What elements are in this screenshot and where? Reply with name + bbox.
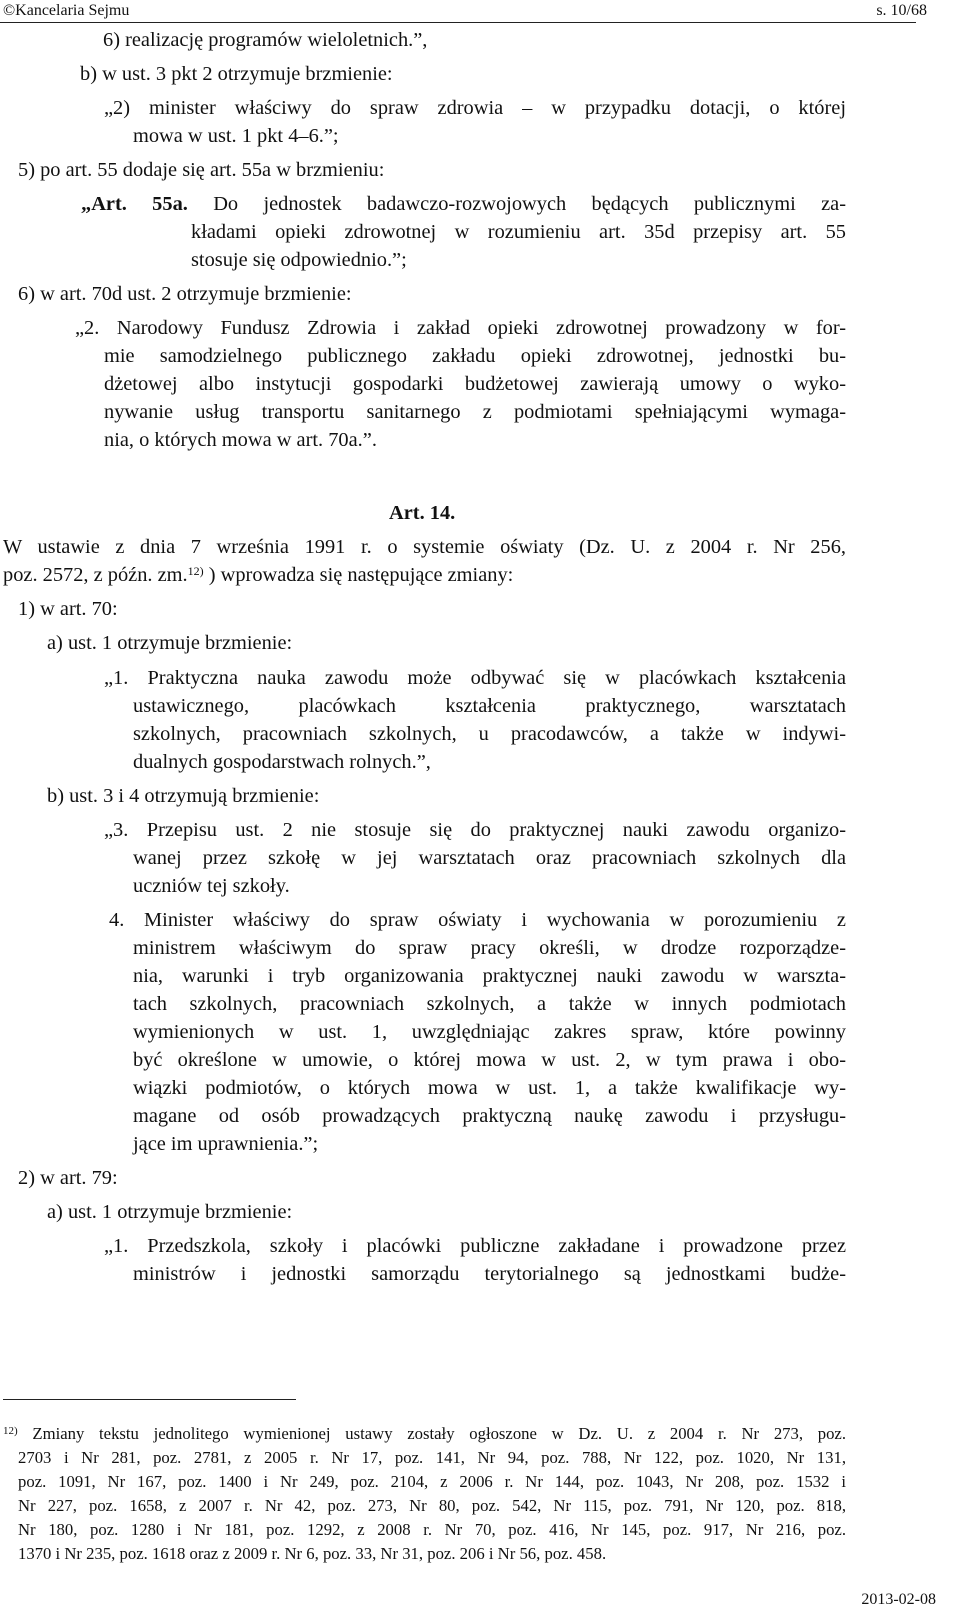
text-line: Minister właściwy do spraw oświaty i wychowania w porozumieniu z (144, 909, 846, 931)
document-date: 2013-02-08 (861, 1591, 936, 1608)
text-line: szkolnych, pracowniach szkolnych, u pracodawców, a także w indywi- (133, 723, 846, 745)
text-line: uczniów tej szkoły. (133, 875, 290, 897)
footnote-line: $^{12)}$ Zmiany tekstu jednolitego wymienionej ustawy zostały ogłoszone w Dz. U. z 2004 r. Nr 273, poz. (3, 1424, 846, 1443)
footnote-line: Nr 180, poz. 1280 i Nr 181, poz. 1292, z 2008 r. Nr 70, poz. 416, Nr 145, poz. 917, Nr 216, poz. (18, 1520, 846, 1539)
article-heading: Art. 14. (389, 502, 456, 524)
paragraph-p4 (109, 906, 846, 934)
text-line: b) ust. 3 i 4 otrzymują brzmienie: (47, 785, 320, 807)
footnote-line: poz. 1091, Nr 167, poz. 1400 i Nr 249, poz. 2104, z 2006 r. Nr 144, poz. 1043, Nr 208, poz. 1532 i (18, 1472, 846, 1491)
text-line: b) w ust. 3 pkt 2 otrzymuje brzmienie: (80, 63, 393, 85)
article-label: „Art. 55a. (81, 193, 188, 215)
publisher-label: ©Kancelaria Sejmu (3, 2, 130, 19)
point-number: „1. (104, 667, 129, 689)
text-line: wiązki podmiotów, o których mowa w ust. 1, a także kwalifikacje wy- (133, 1077, 846, 1099)
text-line: a) ust. 1 otrzymuje brzmienie: (47, 632, 293, 654)
text-line: 6) realizację programów wieloletnich.”, (103, 29, 428, 51)
point-number: „2. (75, 317, 100, 339)
point-number: 4. (109, 909, 125, 931)
page-number: s. 10/68 (876, 2, 927, 19)
text-line: magane od osób prowadzących praktyczną naukę zawodu i przysługu- (133, 1105, 846, 1127)
text-line: 5) po art. 55 dodaje się art. 55a w brzmieniu: (18, 159, 385, 181)
text-line: W ustawie z dnia 7 września 1991 r. o systemie oświaty (Dz. U. z 2004 r. Nr 256, (3, 536, 846, 558)
text-line: stosuje się odpowiednio.”; (191, 249, 407, 271)
text-line: być określone w umowie, o której mowa w ust. 2, w tym prawa i obo- (133, 1049, 846, 1071)
text-line: nia, o których mowa w art. 70a.”. (104, 429, 377, 451)
footnote-marker: 12) (3, 1425, 18, 1437)
text-line: 6) w art. 70d ust. 2 otrzymuje brzmienie: (18, 283, 352, 305)
text-line: dualnych gospodarstwach rolnych.”, (133, 751, 431, 773)
point-number: „1. (104, 1235, 129, 1257)
footnote-reference: 12) (187, 564, 204, 578)
header-rule (0, 22, 916, 23)
text-line: Przedszkola, szkoły i placówki publiczne zakładane i prowadzone przez (147, 1235, 846, 1257)
paragraph-art55a (81, 190, 846, 218)
text-line: a) ust. 1 otrzymuje brzmienie: (47, 1201, 293, 1223)
point-number: „3. (104, 819, 129, 841)
text-line: „2) minister właściwy do spraw zdrowia – w przypadku dotacji, o której (104, 97, 846, 119)
text-line: jące im uprawnienia.”; (133, 1133, 319, 1155)
text-line: Narodowy Fundusz Zdrowia i zakład opieki zdrowotnej prowadzony w for- (116, 317, 846, 339)
text-line: nywanie usług transportu sanitarnego z podmiotami spełniającymi wymaga- (104, 401, 846, 423)
text-line: mowa w ust. 1 pkt 4–6.”; (133, 125, 339, 147)
text-line: Do jednostek badawczo-rozwojowych będących publicznymi za- (213, 193, 846, 215)
text-line: dżetowej albo instytucji gospodarki budżetowej zawierają umowy o wyko- (104, 373, 846, 395)
text-line: ustawicznego, placówkach kształcenia praktycznego, warsztatach (133, 695, 846, 717)
footnote-line: 1370 i Nr 235, poz. 1618 oraz z 2009 r. Nr 6, poz. 33, Nr 31, poz. 206 i Nr 56, poz. 458. (18, 1544, 607, 1563)
paragraph-p1b (104, 1232, 846, 1260)
footnote-rule (3, 1399, 296, 1400)
text-line: Przepisu ust. 2 nie stosuje się do praktycznej nauki zawodu organizo- (146, 819, 846, 841)
text-line: Praktyczna nauka zawodu może odbywać się w placówkach kształcenia (147, 667, 846, 689)
footnote-line: Nr 227, poz. 1658, z 2007 r. Nr 42, poz. 273, Nr 80, poz. 542, Nr 115, poz. 791, Nr 120, poz. 818, (18, 1496, 846, 1515)
footnote-line: 2703 i Nr 281, poz. 2781, z 2005 r. Nr 17, poz. 141, Nr 94, poz. 788, Nr 122, poz. 1020, Nr 131, (18, 1448, 846, 1467)
text-line: 1) w art. 70: (18, 598, 118, 620)
text-line: mie samodzielnego publicznego zakładu opieki zdrowotnej, jednostki bu- (104, 345, 846, 367)
paragraph-p2 (75, 314, 846, 342)
page-header (0, 1, 960, 23)
text-line: ministrów i jednostki samorządu terytorialnego są jednostkami budże- (133, 1263, 846, 1285)
text-line: 2) w art. 79: (18, 1167, 118, 1189)
text-line: wanej przez szkołę w jej warsztatach oraz pracowniach szkolnych dla (133, 847, 846, 869)
text-line: poz. 2572, z późn. zm.$^{12)}$ ) wprowadza się następujące zmiany: (3, 564, 514, 586)
text-line: nia, warunki i tryb organizowania praktycznej nauki zawodu w warszta- (133, 965, 846, 987)
text-line: wymienionych w ust. 1, uwzględniając zakres spraw, które powinny (133, 1021, 846, 1043)
text-line: tach szkolnych, pracowniach szkolnych, a także w innych podmiotach (133, 993, 846, 1015)
paragraph-p3 (104, 816, 846, 844)
text-line: ministrem właściwym do spraw pracy określi, w drodze rozporządze- (133, 937, 846, 959)
paragraph-p1a (104, 664, 846, 692)
text-line: kładami opieki zdrowotnej w rozumieniu art. 35d przepisy art. 55 (191, 221, 846, 243)
